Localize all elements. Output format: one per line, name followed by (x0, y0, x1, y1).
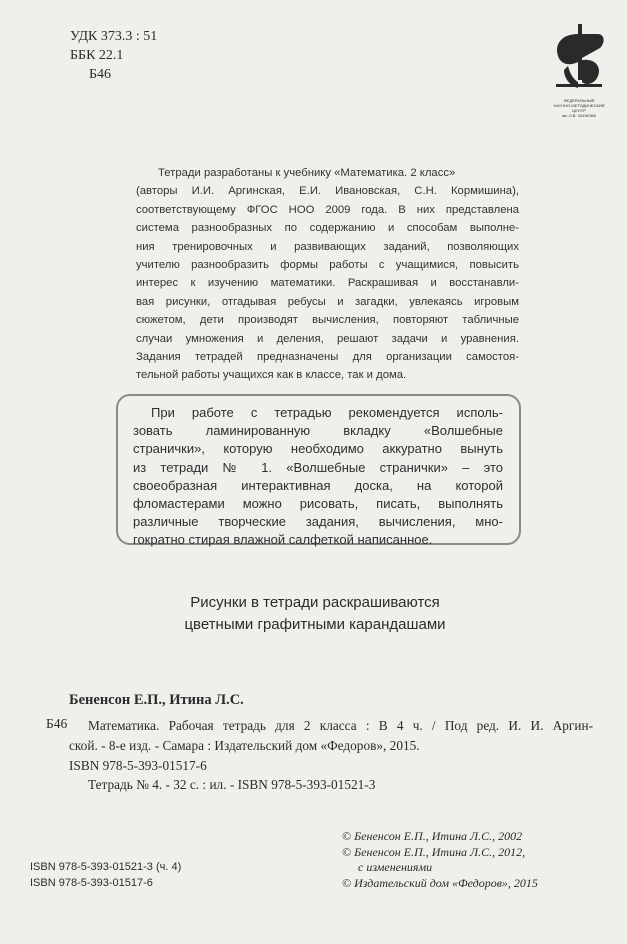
bibliography-index: Б46 (46, 716, 68, 731)
udk-code: УДК 373.3 : 51 (70, 29, 158, 44)
publisher-logo (548, 22, 610, 122)
zankov-center-emblem-icon (548, 22, 610, 98)
coloring-note: Рисунки в тетради раскрашиваются цветными графитными карандашами (184, 594, 446, 633)
recommendation-box (116, 394, 521, 548)
classification-block (70, 27, 157, 84)
copyright-block: © Бененсон Е.П., Итина Л.С., 2002 © Бененсон Е.П., Итина Л.С., 2012, с изменениями © Издательский дом «Федоров», 2015 (342, 829, 538, 890)
isbn-list: ISBN 978-5-393-01521-3 (ч. 4) ISBN 978-5-393-01517-6 (30, 861, 182, 889)
author-mark: Б46 (89, 67, 112, 82)
annotation-paragraph: Тетради разработаны к учебнику «Математика. 2 класс» (авторы И.И. Аргинская, Е.И. Ивановская, С.Н. Кормишина), соответствующему ФГОС НОО 2009 года. В них представлена система разнообразных по содержанию и способам выполне- ния тренировочных и развивающих заданий, позволяющих учителю разнообразить формы работы с учащимися, повысить интерес к изучению математики. Раскрашивая и восстанавли- вая рисунки, отгадывая ребусы и загадки, увлекаясь игровым сюжетом, дети производят вычисления, повторяют табличные случаи умножения и деления, решают задачи и уравнения. Задания тетрадей предназначены для организации самостоя- тельной работы учащихся как в классе, так и дома. (136, 167, 519, 382)
recommendation-text: При работе с тетрадью рекомендуется исполь- зовать ламинированную вкладку «Волшебные странички», которую необходимо аккуратно вынуть из тетради № 1. «Волшебные странички» – это своеобразная интерактивная доска, на которой фломастерами можно рисовать, писать, выполнять различные творческие задания, вычисления, мно- гократно стирая влажной салфеткой написанное. (133, 405, 503, 548)
bbk-code: ББК 22.1 (70, 48, 124, 63)
bibliography-author: Бененсон Е.П., Итина Л.С. (69, 692, 244, 708)
logo-caption: ФЕДЕРАЛЬНЫЙ НАУЧНО-МЕТОДИЧЕСКИЙ ЦЕНТР им. Л.В. ЗАНКОВА (553, 98, 605, 118)
bibliography-record: Математика. Рабочая тетрадь для 2 класса : В 4 ч. / Под ред. И. И. Аргин- ской. - 8-е изд. - Самара : Издательский дом «Федоров», 2015. ISBN 978-5-393-01517-6 Тетрадь № 4. - 32 с. : ил. - ISBN 978-5-393-01521-3 (69, 718, 593, 793)
